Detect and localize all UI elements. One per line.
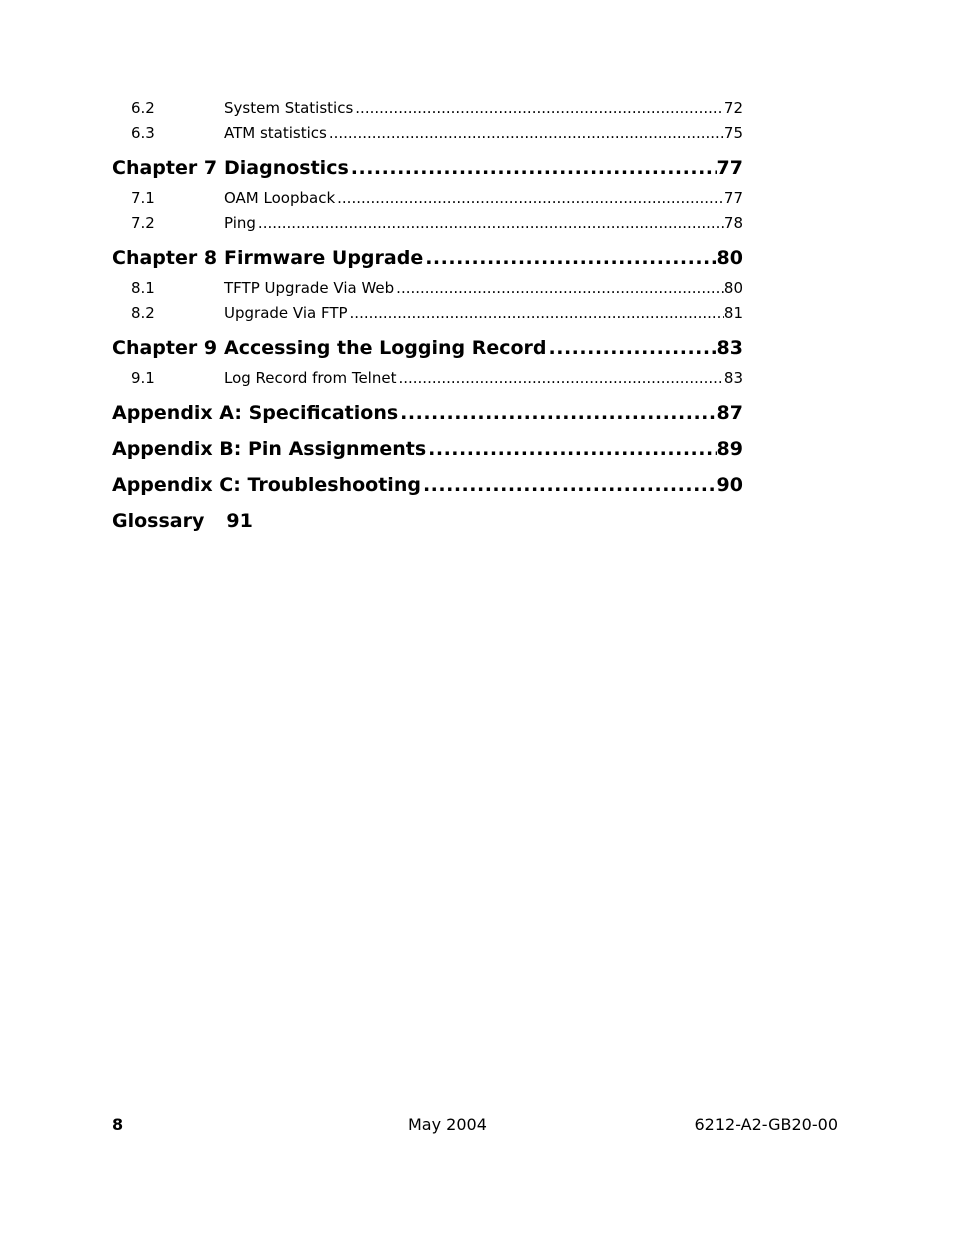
section-title: Log Record from Telnet [224, 369, 397, 387]
toc-entry[interactable] [112, 121, 743, 146]
page-number: 75 [723, 124, 743, 142]
toc-entry[interactable] [112, 366, 743, 391]
toc-entry[interactable] [112, 96, 743, 121]
chapter-title: Diagnostics [224, 157, 349, 179]
page-number: 83 [723, 369, 743, 387]
section-number: 7.1 [131, 189, 155, 207]
page-number: 80 [723, 279, 743, 297]
toc-entry[interactable] [112, 211, 743, 236]
page-footer [112, 1113, 838, 1137]
toc-appendix-entry[interactable] [112, 395, 743, 431]
section-number: 6.3 [131, 124, 155, 142]
section-number: 8.1 [131, 279, 155, 297]
toc-glossary-entry[interactable] [112, 503, 743, 539]
dot-leader [335, 186, 724, 211]
toc-entry[interactable] [112, 276, 743, 301]
page-number: 77 [716, 157, 743, 179]
dot-leader [396, 366, 723, 391]
page-number: 83 [716, 337, 743, 359]
page-number: 78 [723, 214, 743, 232]
footer-date: May 2004 [408, 1115, 487, 1134]
chapter-number: Chapter 7 [112, 157, 218, 179]
toc-appendix-entry[interactable] [112, 431, 743, 467]
toc-appendix-entry[interactable] [112, 467, 743, 503]
chapter-title: Firmware Upgrade [224, 247, 424, 269]
appendix-title: Appendix C: Troubleshooting [112, 474, 421, 496]
section-number: 9.1 [131, 369, 155, 387]
dot-leader [421, 467, 717, 503]
toc-entry[interactable] [112, 186, 743, 211]
footer-document-id: 6212-A2-GB20-00 [694, 1115, 838, 1134]
dot-leader [426, 431, 716, 467]
section-title: System Statistics [224, 99, 354, 117]
section-title: TFTP Upgrade Via Web [224, 279, 395, 297]
dot-leader [348, 301, 724, 326]
page-number: 72 [723, 99, 743, 117]
toc-chapter-entry[interactable] [112, 240, 743, 276]
dot-leader [256, 211, 724, 236]
page-number: 81 [723, 304, 743, 322]
chapter-number: Chapter 9 [112, 337, 218, 359]
chapter-title: Accessing the Logging Record [224, 337, 547, 359]
section-number: 6.2 [131, 99, 155, 117]
page-number: 80 [716, 247, 743, 269]
dot-leader [353, 96, 724, 121]
dot-leader [394, 276, 724, 301]
dot-leader [327, 121, 724, 146]
section-title: ATM statistics [224, 124, 327, 142]
table-of-contents [112, 96, 743, 539]
appendix-title: Appendix A: Specifications [112, 402, 399, 424]
footer-page-number: 8 [112, 1115, 124, 1134]
toc-chapter-entry[interactable] [112, 330, 743, 366]
section-number: 7.2 [131, 214, 155, 232]
page-number: 87 [716, 402, 743, 424]
dot-leader [423, 240, 716, 276]
toc-entry[interactable] [112, 301, 743, 326]
appendix-title: Appendix B: Pin Assignments [112, 438, 427, 460]
toc-chapter-entry[interactable] [112, 150, 743, 186]
section-title: Ping [224, 214, 256, 232]
chapter-number: Chapter 8 [112, 247, 218, 269]
glossary-title: Glossary [112, 510, 205, 532]
section-number: 8.2 [131, 304, 155, 322]
section-title: OAM Loopback [224, 189, 336, 207]
section-title: Upgrade Via FTP [224, 304, 348, 322]
page-number: 89 [716, 438, 743, 460]
dot-leader [349, 150, 717, 186]
dot-leader [547, 330, 717, 366]
dot-leader [398, 395, 716, 431]
page-number: 77 [723, 189, 743, 207]
page-number: 90 [716, 474, 743, 496]
page-number: 91 [226, 510, 253, 532]
